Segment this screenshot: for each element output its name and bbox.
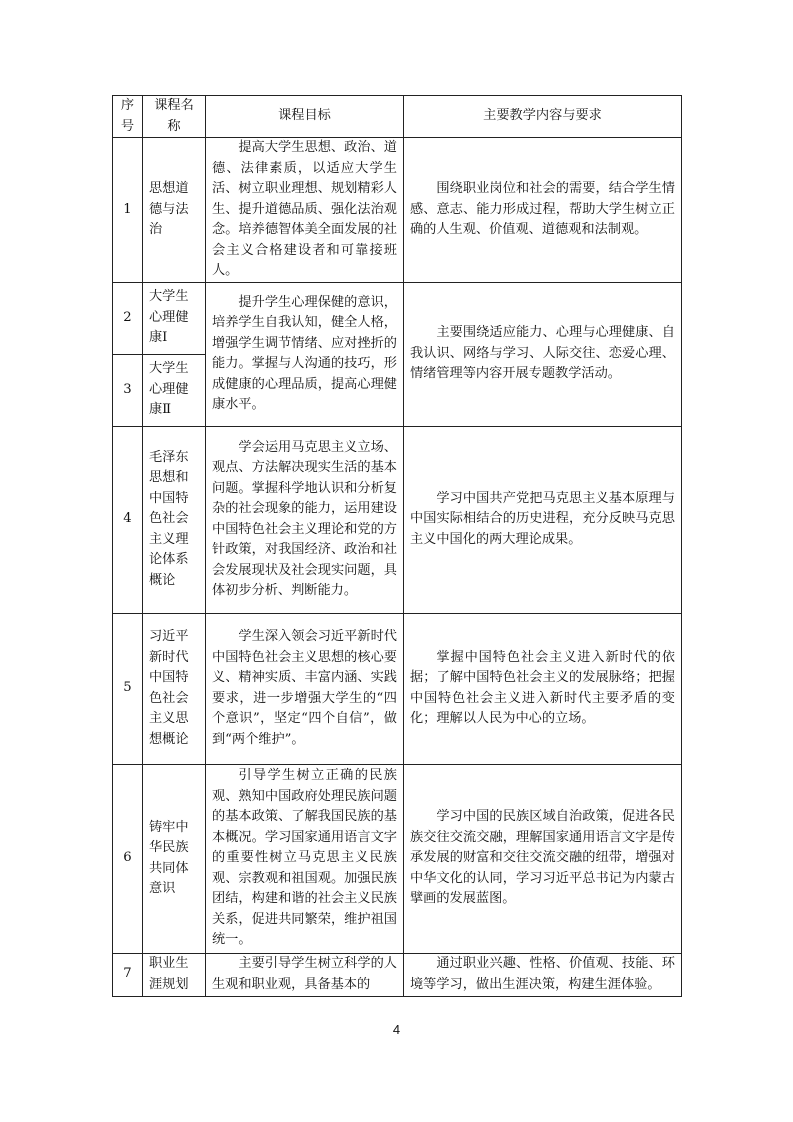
- header-content: 主要教学内容与要求: [404, 96, 682, 138]
- table-row: [113, 138, 682, 283]
- course-name: 职业生涯规划: [143, 953, 206, 996]
- course-name: 大学生心理健康Ⅰ: [143, 282, 206, 354]
- row-num: 1: [113, 138, 143, 283]
- course-content: 主要围绕适应能力、心理与心理健康、自我认识、网络与学习、人际交往、恋爱心理、情绪管理等内容开展专题教学活动。: [404, 282, 682, 426]
- row-num: 3: [113, 354, 143, 426]
- course-content: 通过职业兴趣、性格、价值观、技能、环境等学习，做出生涯决策，构建生涯体验。: [404, 953, 682, 996]
- course-content: 掌握中国特色社会主义进入新时代的依据；了解中国特色社会主义的发展脉络；把握中国特色社会主义进入新时代主要矛盾的变化；理解以人民为中心的立场。: [404, 613, 682, 764]
- header-goal: 课程目标: [206, 96, 404, 138]
- course-name: 毛泽东思想和中国特色社会主义理论体系概论: [143, 426, 206, 613]
- table-row: [113, 953, 682, 996]
- table-row: [113, 613, 682, 764]
- course-name: 大学生心理健康Ⅱ: [143, 354, 206, 426]
- course-name: 思想道德与法治: [143, 138, 206, 283]
- table-row: [113, 426, 682, 613]
- page-number: 4: [392, 1022, 401, 1037]
- row-num: 7: [113, 953, 143, 996]
- course-goal: 学会运用马克思主义立场、观点、方法解决现实生活的基本问题。掌握科学地认识和分析复杂的社会现象的能力，运用建设中国特色社会主义理论和党的方针政策，对我国经济、政治和社会发展现状及社会现实问题，具体初步分析、判断能力。: [206, 426, 404, 613]
- course-goal: 学生深入领会习近平新时代中国特色社会主义思想的核心要义、精神实质、丰富内涵、实践要求，进一步增强大学生的“四个意识”，坚定“四个自信”，做到“两个维护”。: [206, 613, 404, 764]
- course-content: 学习中国共产党把马克思主义基本原理与中国实际相结合的历史进程，充分反映马克思主义中国化的两大理论成果。: [404, 426, 682, 613]
- row-num: 6: [113, 764, 143, 953]
- row-num: 4: [113, 426, 143, 613]
- row-num: 2: [113, 282, 143, 354]
- table-header-row: [113, 96, 682, 138]
- table-row: [113, 764, 682, 953]
- header-num: 序号: [113, 96, 143, 138]
- course-goal: 引导学生树立正确的民族观、熟知中国政府处理民族问题的基本政策、了解我国民族的基本概况。学习国家通用语言文字的重要性树立马克思主义民族观、宗教观和祖国观。加强民族团结，构建和谐的社会主义民族关系，促进共同繁荣，维护祖国统一。: [206, 764, 404, 953]
- course-name: 习近平新时代中国特色社会主义思想概论: [143, 613, 206, 764]
- row-num: 5: [113, 613, 143, 764]
- course-name: 铸牢中华民族共同体意识: [143, 764, 206, 953]
- course-content: 围绕职业岗位和社会的需要，结合学生情感、意志、能力形成过程，帮助大学生树立正确的人生观、价值观、道德观和法制观。: [404, 138, 682, 283]
- course-goal: 提高大学生思想、政治、道德、法律素质，以适应大学生活、树立职业理想、规划精彩人生、提升道德品质、强化法治观念。培养德智体美全面发展的社会主义合格建设者和可靠接班人。: [206, 138, 404, 283]
- course-content: 学习中国的民族区域自治政策，促进各民族交往交流交融，理解国家通用语言文字是传承发展的财富和交往交流交融的纽带，增强对中华文化的认同，学习习近平总书记为内蒙古擘画的发展蓝图。: [404, 764, 682, 953]
- table-row: [113, 282, 682, 354]
- header-name: 课程名称: [143, 96, 206, 138]
- course-goal: 提升学生心理保健的意识，培养学生自我认知，健全人格，增强学生调节情绪、应对挫折的能力。掌握与人沟通的技巧，形成健康的心理品质，提高心理健康水平。: [206, 282, 404, 426]
- course-table: [112, 95, 682, 997]
- course-goal: 主要引导学生树立科学的人生观和职业观，具备基本的: [206, 953, 404, 996]
